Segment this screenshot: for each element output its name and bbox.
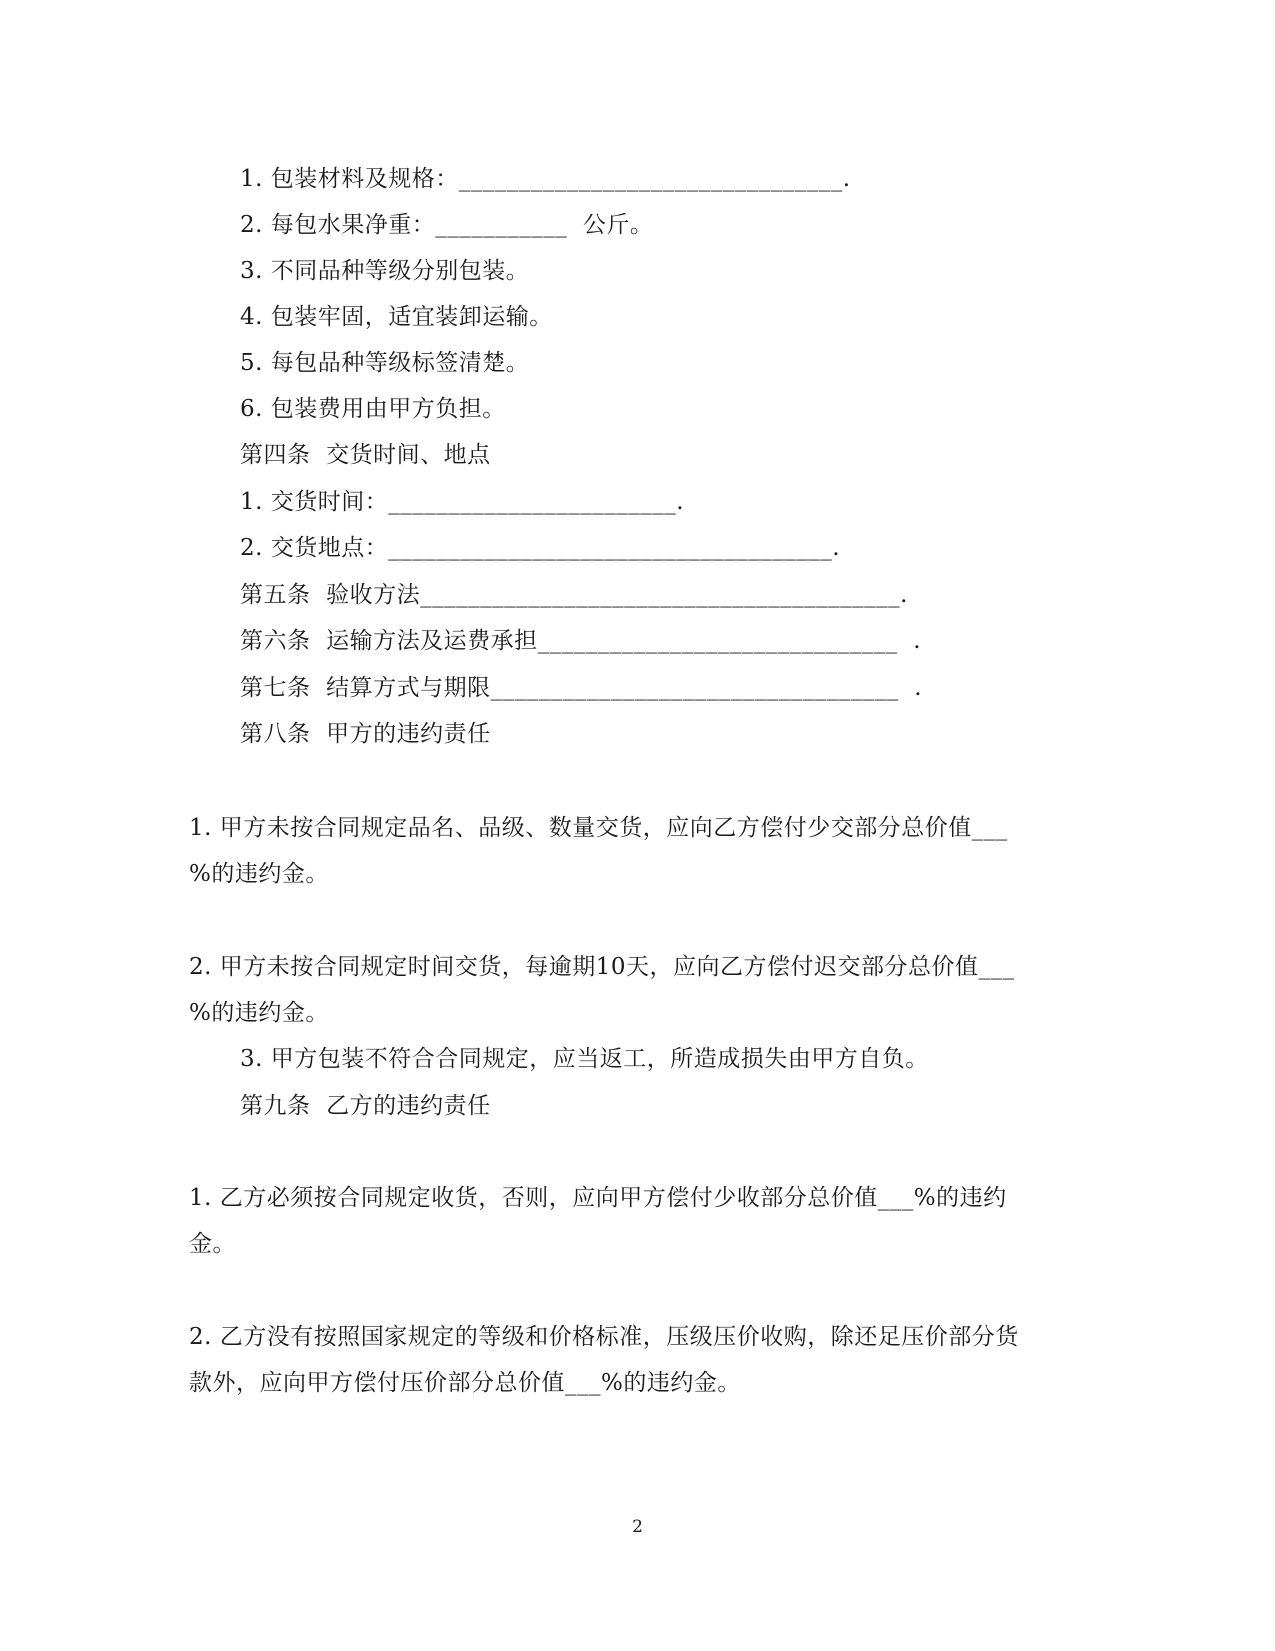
article-8-heading: 第八条 甲方的违约责任 xyxy=(240,721,491,747)
article-8-item-2-line-1: 2. 甲方未按合同规定时间交货，每逾期10天，应向乙方偿付迟交部分总价值___ xyxy=(189,954,1015,980)
packaging-item-3: 3. 不同品种等级分别包装。 xyxy=(240,258,530,284)
packaging-item-4: 4. 包装牢固，适宜装卸运输。 xyxy=(240,304,553,330)
article-9-item-1-line-2: 金。 xyxy=(189,1231,236,1257)
packaging-item-6: 6. 包装费用由甲方负担。 xyxy=(240,396,506,422)
article-9-item-2-line-1: 2. 乙方没有按照国家规定的等级和价格标准，压级压价收购，除还足压价部分货 xyxy=(189,1324,1019,1350)
article-7-heading: 第七条 结算方式与期限__________________________________ . xyxy=(240,675,923,701)
article-9-item-2-line-2: 款外，应向甲方偿付压价部分总价值___%的违约金。 xyxy=(189,1370,741,1396)
article-8-item-1-line-2: %的违约金。 xyxy=(189,861,329,887)
packaging-item-5: 5. 每包品种等级标签清楚。 xyxy=(240,350,530,376)
article-5-heading: 第五条 验收方法________________________________________. xyxy=(240,582,908,608)
article-4-heading: 第四条 交货时间、地点 xyxy=(240,442,491,468)
article-4-item-1: 1. 交货时间：________________________. xyxy=(240,489,685,515)
article-9-item-1-line-1: 1. 乙方必须按合同规定收货，否则，应向甲方偿付少收部分总价值___%的违约 xyxy=(189,1185,1007,1211)
article-8-item-1-line-1: 1. 甲方未按合同规定品名、品级、数量交货，应向乙方偿付少交部分总价值___ xyxy=(189,815,1008,841)
article-8-item-2-line-2: %的违约金。 xyxy=(189,1000,329,1026)
page-number: 2 xyxy=(632,1517,643,1537)
packaging-item-2: 2. 每包水果净重：___________ 公斤。 xyxy=(240,212,654,238)
packaging-item-1: 1. 包装材料及规格：________________________________. xyxy=(240,166,851,192)
article-6-heading: 第六条 运输方法及运费承担______________________________ . xyxy=(240,628,922,654)
article-4-item-2: 2. 交货地点：_____________________________________. xyxy=(240,535,841,561)
article-9-heading: 第九条 乙方的违约责任 xyxy=(240,1093,491,1119)
article-8-item-3: 3. 甲方包装不符合合同规定，应当返工，所造成损失由甲方自负。 xyxy=(240,1046,929,1072)
